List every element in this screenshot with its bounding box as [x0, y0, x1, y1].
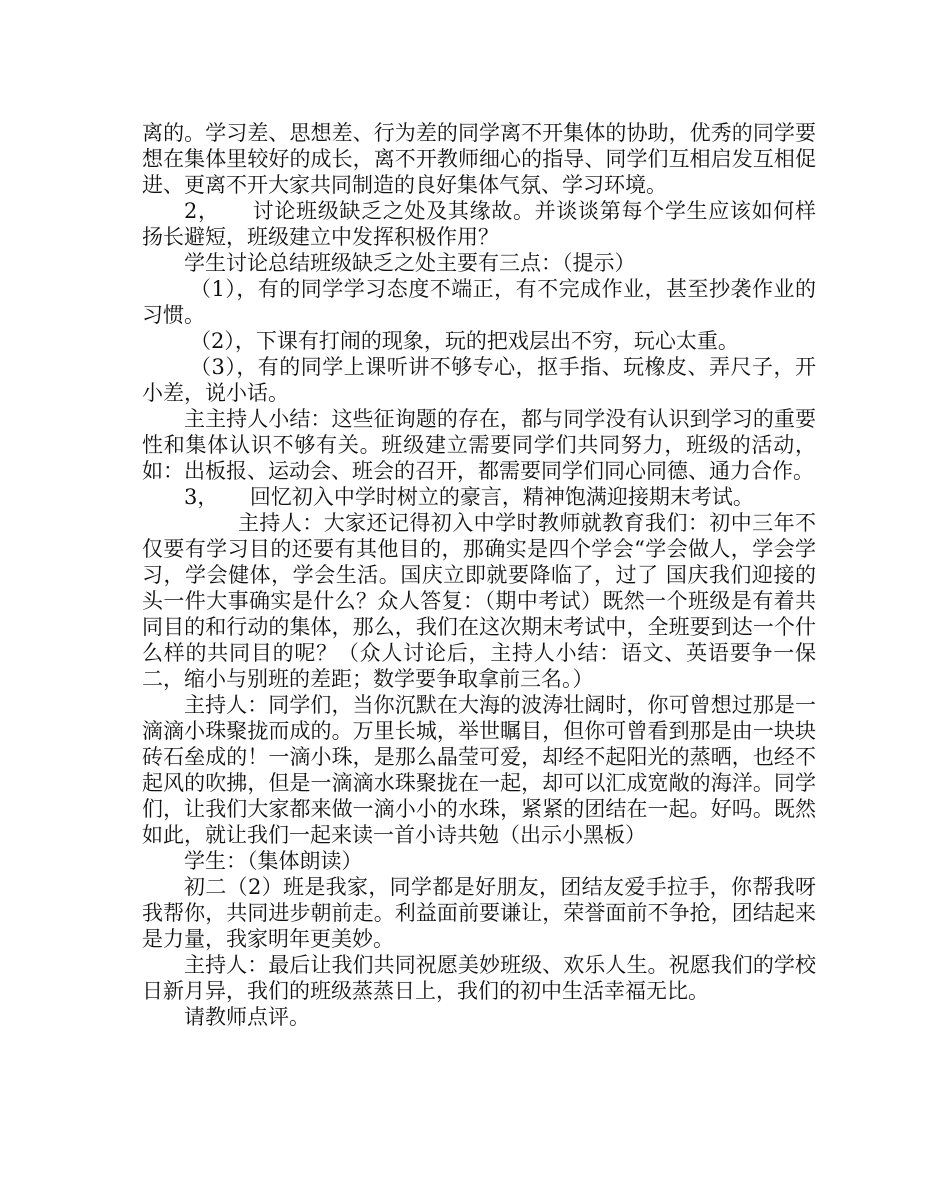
- paragraph-point-1: （1），有的同学学习态度不端正，有不完成作业，甚至抄袭作业的习惯。: [142, 277, 816, 327]
- paragraph-intro-continued: 离的。学习差、思想差、行为差的同学离不开集体的协助，优秀的同学要想在集体里较好的成长，离不开教师细心的指导、同学们互相启发互相促进、更离不开大家共同制造的良好集体气氛、学习环境。: [142, 121, 816, 197]
- paragraph-point-3: （3），有的同学上课听讲不够专心，抠手指、玩橡皮、弄尺子，开小差，说小话。: [142, 355, 816, 405]
- document-body: [142, 120, 816, 1030]
- paragraph-item-3: 3， 回忆初入中学时树立的豪言，精神饱满迎接期末考试。: [184, 485, 754, 509]
- paragraph-students-reading: 学生：（集体朗读）: [184, 849, 363, 873]
- paragraph-item-2: 2， 讨论班级缺乏之处及其缘故。并谈谈第每个学生应该如何样扬长避短，班级建立中发挥积极作用？: [142, 199, 816, 249]
- paragraph-point-2: （2），下课有打闹的现象，玩的把戏层出不穷，玩心太重。: [190, 329, 739, 353]
- paragraph-host-closing: 主持人：最后让我们共同祝愿美妙班级、欢乐人生。祝愿我们的学校日新月异，我们的班级蒸蒸日上，我们的初中生活幸福无比。: [142, 953, 816, 1003]
- paragraph-teacher-comment: 请教师点评。: [184, 1005, 310, 1029]
- paragraph-host-summary: 主主持人小结：这些征询题的存在，都与同学没有认识到学习的重要性和集体认识不够有关。班级建立需要同学们共同努力，班级的活动，如：出板报、运动会、班会的召开，都需要同学们同心同德、通力合作。: [142, 407, 816, 483]
- paragraph-host-speech-1: 主持人：大家还记得初入中学时教师就教育我们：初中三年不仅要有学习目的还要有其他目的，那确实是四个学会“学会做人，学会学习，学会健体，学会生活。国庆立即就要降临了，过了 国庆我们迎接的头一件大事确实是什么？众人答复：（期中考试）既然一个班级是有着共同目的和行动的集体，那么，我们在这次期末考试中，全班要到达一个什么样的共同目的呢？（众人讨论后，主持人小结：语文、英语要争一保二，缩小与别班的差距；数学要争取拿前三名。）: [142, 511, 816, 691]
- paragraph-host-speech-2: 主持人：同学们，当你沉默在大海的波涛壮阔时，你可曾想过那是一滴滴小珠聚拢而成的。万里长城，举世瞩目，但你可曾看到那是由一块块砖石垒成的！一滴小珠，是那么晶莹可爱，却经不起阳光的蒸晒，也经不起风的吹拂，但是一滴滴水珠聚拢在一起，却可以汇成宽敞的海洋。同学们，让我们大家都来做一滴小小的水珠，紧紧的团结在一起。好吗。既然如此，就让我们一起来读一首小诗共勉（出示小黑板）: [142, 693, 816, 847]
- paragraph-poem: 初二（2）班是我家，同学都是好朋友，团结友爱手拉手，你帮我呀我帮你，共同进步朝前走。利益面前要谦让，荣誉面前不争抢，团结起来是力量，我家明年更美妙。: [142, 875, 816, 951]
- paragraph-discussion-summary: 学生讨论总结班级缺乏之处主要有三点：（提示）: [184, 251, 636, 275]
